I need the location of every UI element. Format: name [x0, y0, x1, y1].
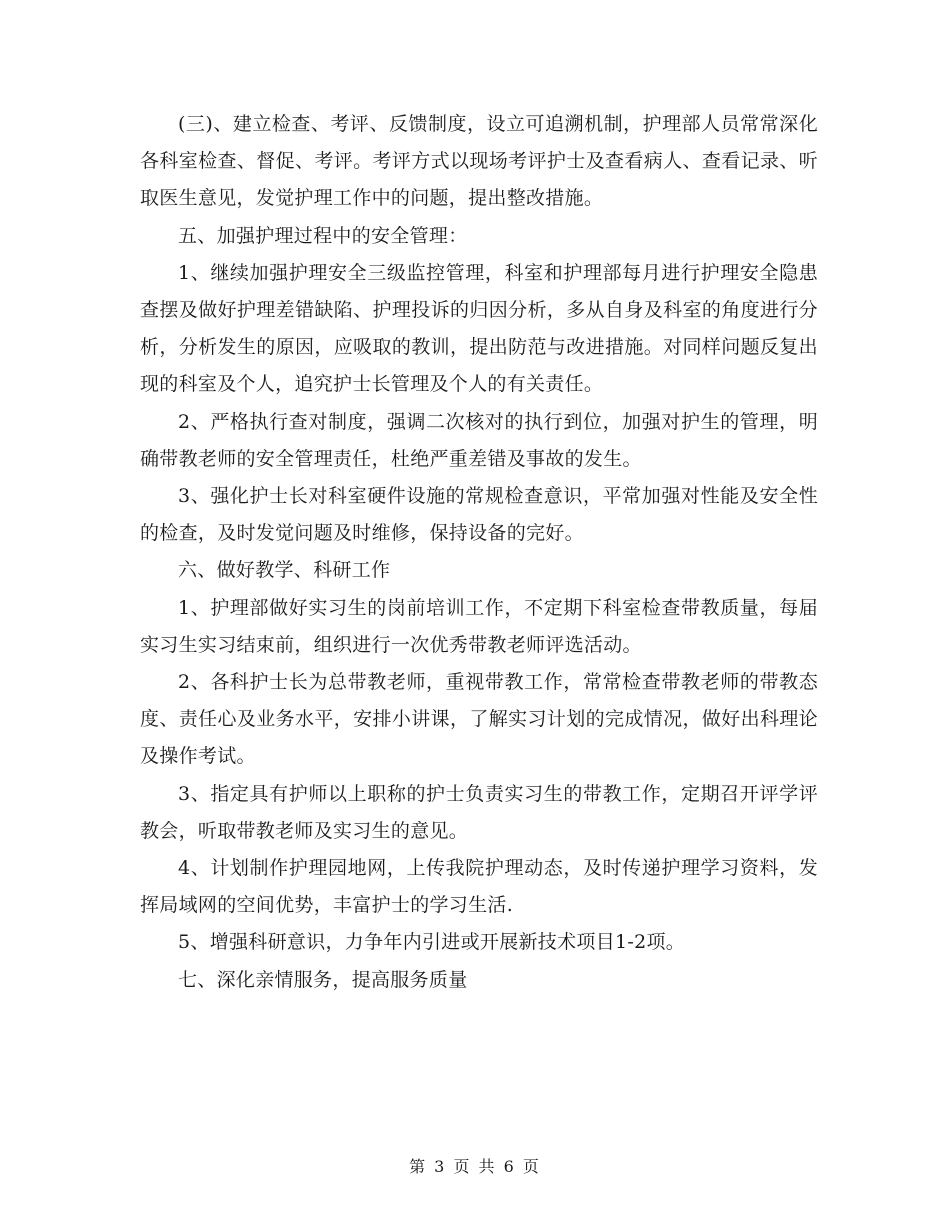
- heading-section-7: 七、深化亲情服务，提高服务质量: [178, 968, 468, 991]
- document-body: [140, 106, 818, 999]
- paragraph-5-1: 1、继续加强护理安全三级监控管理，科室和护理部每月进行护理安全隐患查摆及做好护理差错缺陷、护理投诉的归因分析，多从自身及科室的角度进行分析，分析发生的原因，应吸取的教训，提出防范与改进措施。对同样问题反复出现的科室及个人，追究护士长管理及个人的有关责任。: [140, 261, 818, 396]
- heading-section-5: 五、加强护理过程中的安全管理：: [178, 224, 468, 247]
- paragraph-5-2: 2、严格执行查对制度，强调二次核对的执行到位，加强对护生的管理，明确带教老师的安全管理责任，杜绝严重差错及事故的发生。: [140, 410, 818, 470]
- paragraph-5-3: 3、强化护士长对科室硬件设施的常规检查意识，平常加强对性能及安全性的检查，及时发觉问题及时维修，保持设备的完好。: [140, 485, 818, 545]
- paragraph-section-3: (三)、建立检查、考评、反馈制度，设立可追溯机制，护理部人员常常深化各科室检查、督促、考评。考评方式以现场考评护士及查看病人、查看记录、听取医生意见，发觉护理工作中的问题，提出整改措施。: [140, 113, 818, 210]
- paragraph-6-5: 5、增强科研意识，力争年内引进或开展新技术项目1-2项。: [178, 931, 686, 954]
- paragraph-6-4: 4、计划制作护理园地网，上传我院护理动态，及时传递护理学习资料，发挥局域网的空间优势，丰富护士的学习生活.: [140, 857, 818, 917]
- paragraph-6-2: 2、各科护士长为总带教老师，重视带教工作，常常检查带教老师的带教态度、责任心及业务水平，安排小讲课，了解实习计划的完成情况，做好出科理论及操作考试。: [140, 671, 818, 768]
- heading-section-6: 六、做好教学、科研工作: [178, 559, 391, 582]
- paragraph-6-1: 1、护理部做好实习生的岗前培训工作，不定期下科室检查带教质量，每届实习生实习结束前，组织进行一次优秀带教老师评选活动。: [140, 596, 818, 656]
- page-number-footer: 第 3 页 共 6 页: [409, 1157, 541, 1176]
- paragraph-6-3: 3、指定具有护师以上职称的护士负责实习生的带教工作，定期召开评学评教会，听取带教老师及实习生的意见。: [140, 782, 818, 842]
